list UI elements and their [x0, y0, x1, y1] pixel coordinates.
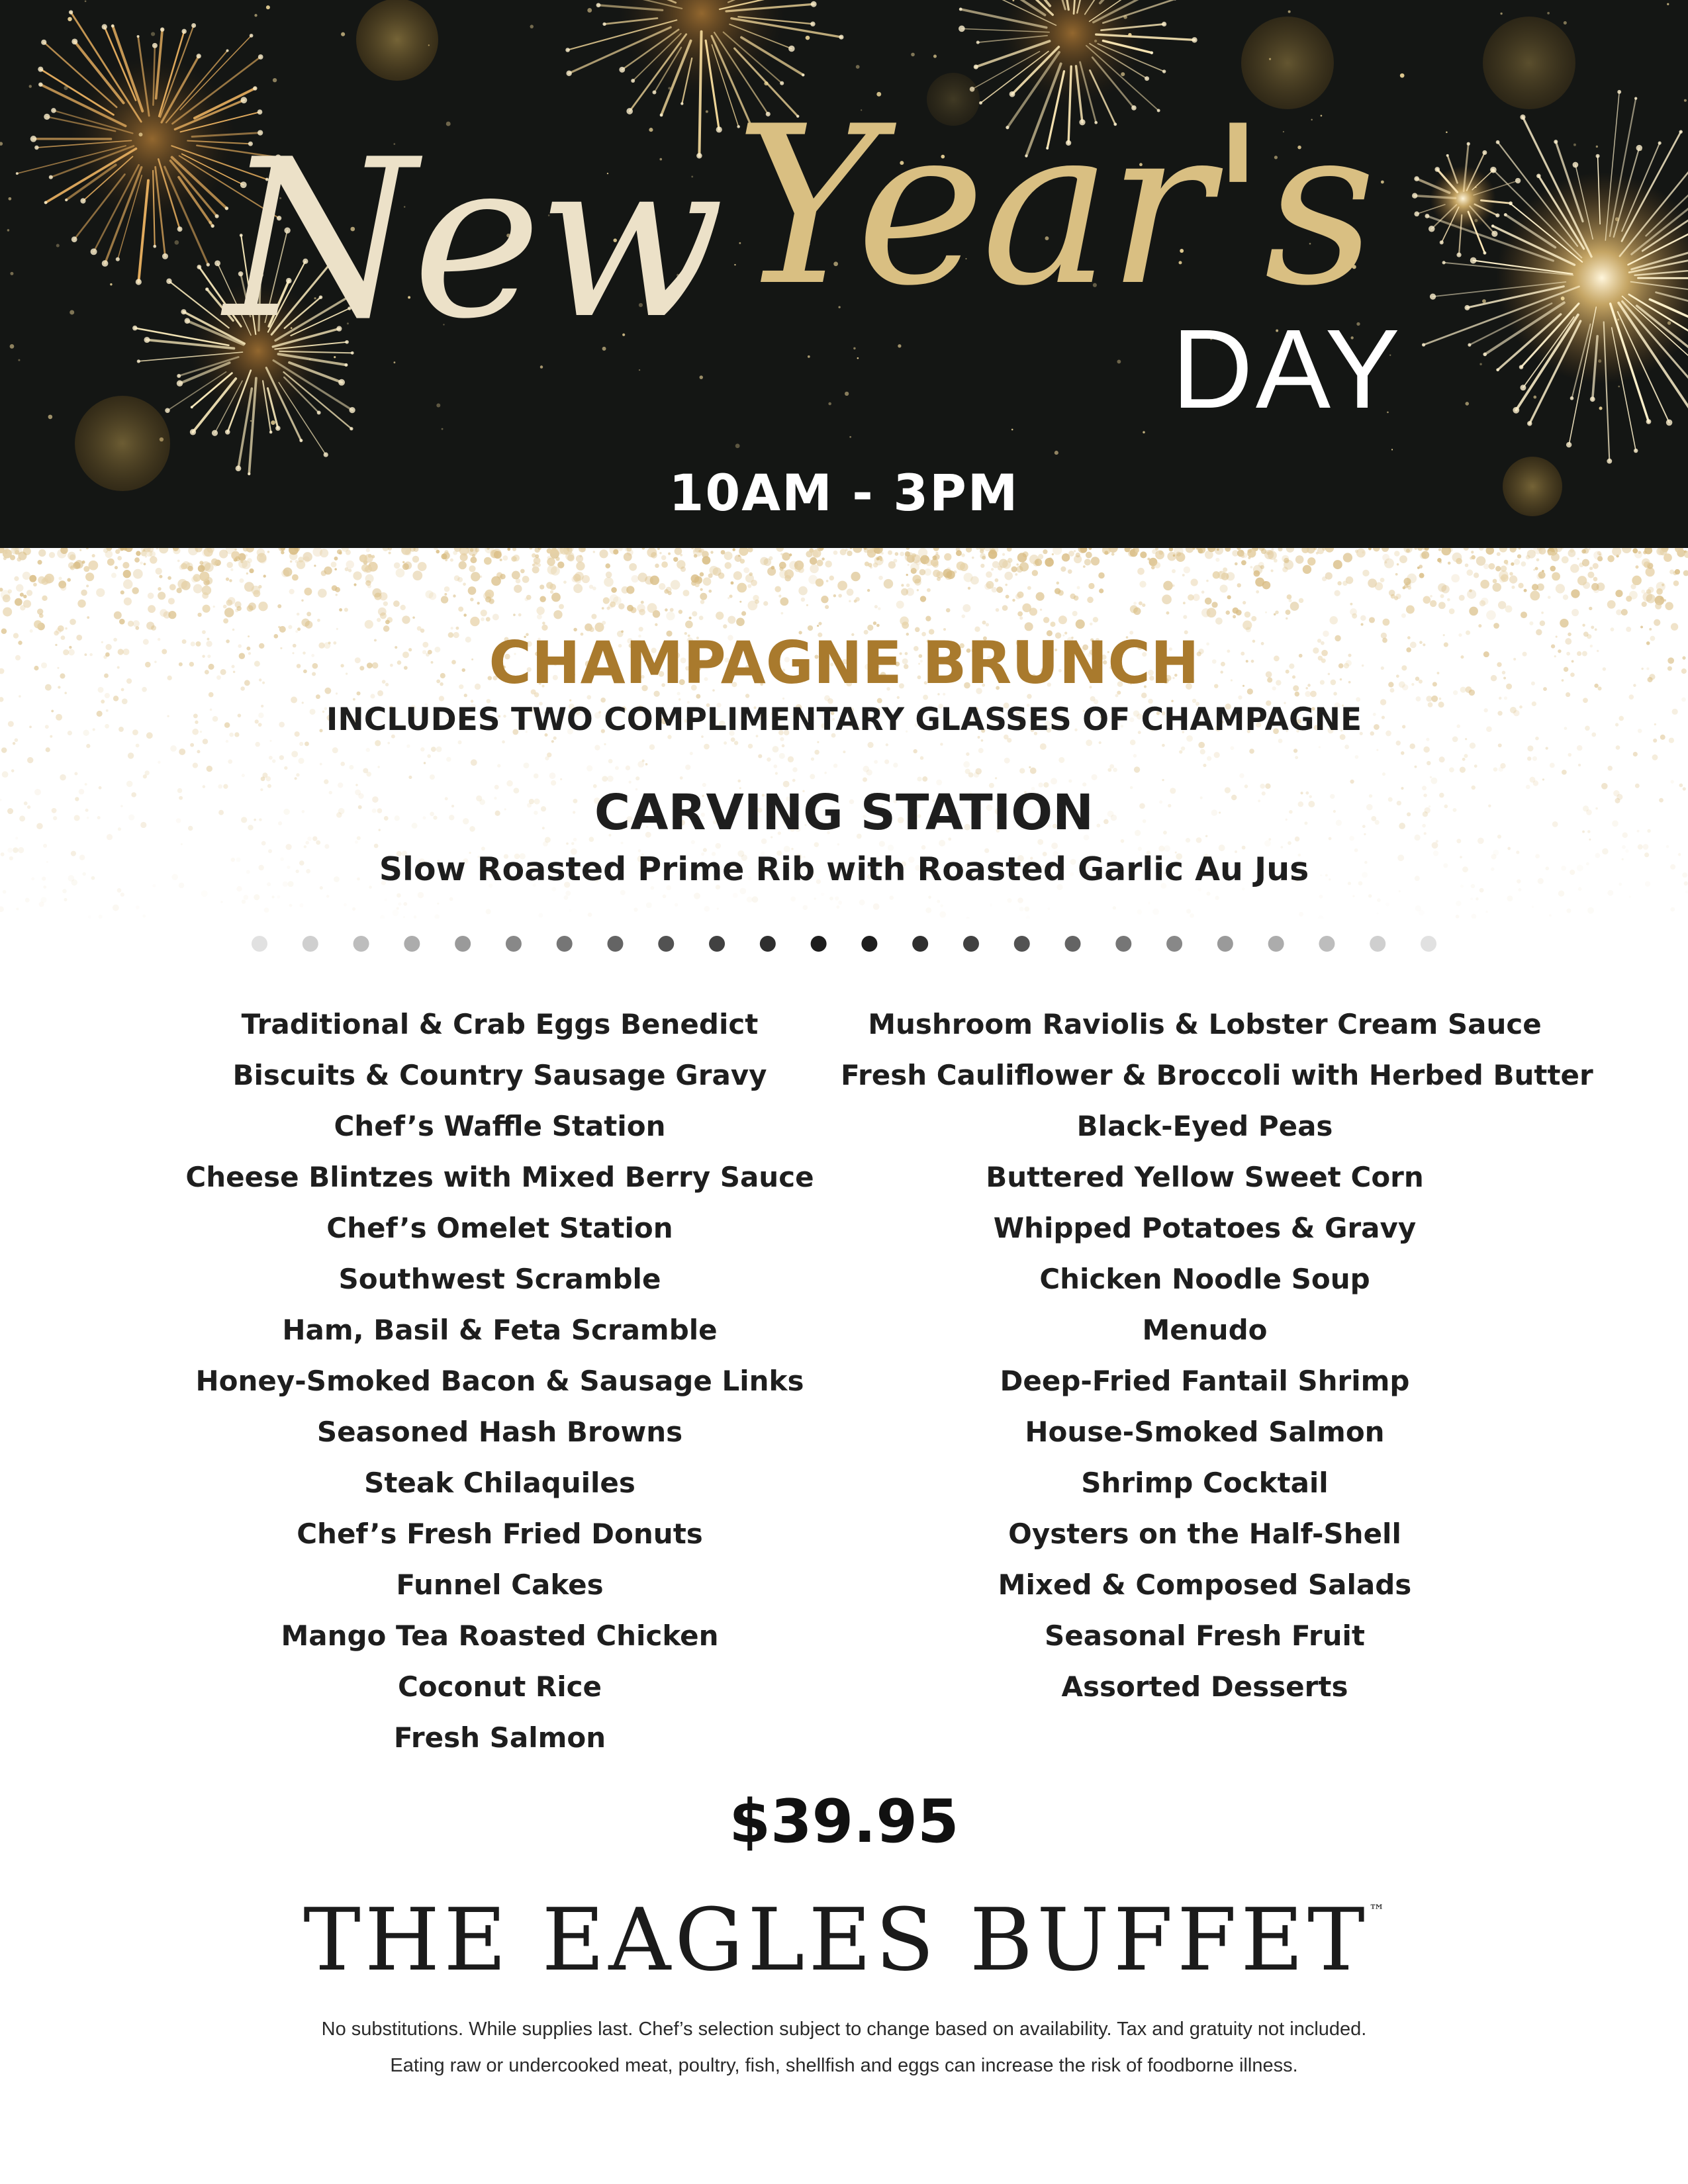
menu-item: Chef’s Waffle Station: [334, 1110, 666, 1142]
divider-dot: [912, 936, 928, 952]
menu-item: Cheese Blintzes with Mixed Berry Sauce: [185, 1161, 814, 1193]
divider-dot: [1370, 936, 1385, 952]
divider-dot: [455, 936, 471, 952]
price: $39.95: [729, 1787, 959, 1856]
menu-item: Southwest Scramble: [338, 1263, 661, 1295]
menu-item: Black-Eyed Peas: [1076, 1110, 1333, 1142]
menu-item: Buttered Yellow Sweet Corn: [986, 1161, 1424, 1193]
divider-dot: [557, 936, 573, 952]
divider-dot: [658, 936, 674, 952]
menu-item: Assorted Desserts: [1061, 1670, 1348, 1703]
eagles-buffet-logo: [0, 1889, 1688, 1990]
menu-item: Seasoned Hash Browns: [316, 1416, 683, 1448]
menu-item: Deep-Fried Fantail Shrimp: [1000, 1365, 1410, 1397]
menu-item: Biscuits & Country Sausage Gravy: [232, 1059, 767, 1091]
divider-dot: [1421, 936, 1436, 952]
menu-item: Shrimp Cocktail: [1081, 1467, 1329, 1499]
menu-left-column: [165, 1005, 834, 1769]
menu-item: Ham, Basil & Feta Scramble: [282, 1314, 718, 1346]
menu-item: Funnel Cakes: [396, 1569, 604, 1601]
divider-dot: [811, 936, 827, 952]
brunch-subtitle: INCLUDES TWO COMPLIMENTARY GLASSES OF CHAMPAGNE: [326, 702, 1362, 738]
hours-text: 10AM - 3PM: [669, 463, 1019, 522]
divider-dot: [607, 936, 623, 952]
header-banner: [0, 0, 1688, 548]
logo-text: THE EAGLES BUFFET: [303, 1889, 1369, 1990]
menu-item: Chef’s Fresh Fried Donuts: [297, 1518, 703, 1550]
divider-dot: [1166, 936, 1182, 952]
divider-dot: [1065, 936, 1081, 952]
carving-title: CARVING STATION: [594, 784, 1094, 841]
menu-item: Mushroom Raviolis & Lobster Cream Sauce: [868, 1008, 1542, 1040]
brunch-title: CHAMPAGNE BRUNCH: [489, 629, 1199, 697]
menu-item: Whipped Potatoes & Gravy: [993, 1212, 1417, 1244]
menu-item: Traditional & Crab Eggs Benedict: [241, 1008, 759, 1040]
divider-dot: [861, 936, 877, 952]
menu-item: Mango Tea Roasted Chicken: [281, 1619, 719, 1652]
divider-dot: [1115, 936, 1131, 952]
title-script-years: Year's: [735, 79, 1373, 334]
menu-item: Mixed & Composed Salads: [998, 1569, 1412, 1601]
divider-dot: [252, 936, 267, 952]
divider-dot: [404, 936, 420, 952]
divider-dot: [353, 936, 369, 952]
dot-divider: [252, 932, 1436, 958]
menu-item: House-Smoked Salmon: [1025, 1416, 1385, 1448]
menu-item: Chef’s Omelet Station: [326, 1212, 673, 1244]
menu-item: Steak Chilaquiles: [364, 1467, 635, 1499]
title-day: DAY: [1172, 306, 1403, 432]
title-script-new: New: [225, 113, 721, 367]
menu-item: Honey-Smoked Bacon & Sausage Links: [195, 1365, 804, 1397]
menu-right-column: [841, 1005, 1593, 1718]
divider-dot: [1217, 936, 1233, 952]
carving-subtitle: Slow Roasted Prime Rib with Roasted Garlic Au Jus: [379, 850, 1309, 888]
divider-dot: [1014, 936, 1030, 952]
trademark-symbol: ™: [1368, 1901, 1385, 1920]
divider-dot: [963, 936, 979, 952]
divider-dot: [303, 936, 318, 952]
disclaimer-line-2: Eating raw or undercooked meat, poultry, fish, shellfish and eggs can increase the risk of foodborne illness.: [390, 2055, 1298, 2076]
menu-item: Fresh Cauliflower & Broccoli with Herbed Butter: [841, 1059, 1593, 1091]
disclaimer-line-1: No substitutions. While supplies last. Chef’s selection subject to change based on availability. Tax and gratuity not included.: [321, 2019, 1367, 2040]
menu-item: Fresh Salmon: [393, 1721, 606, 1754]
menu-item: Seasonal Fresh Fruit: [1044, 1619, 1365, 1652]
menu-item: Menudo: [1142, 1314, 1268, 1346]
divider-dot: [1319, 936, 1335, 952]
menu-item: Oysters on the Half-Shell: [1008, 1518, 1401, 1550]
menu-item: Coconut Rice: [397, 1670, 602, 1703]
menu-item: Chicken Noodle Soup: [1039, 1263, 1370, 1295]
divider-dot: [1268, 936, 1284, 952]
divider-dot: [760, 936, 776, 952]
divider-dot: [709, 936, 725, 952]
divider-dot: [506, 936, 522, 952]
